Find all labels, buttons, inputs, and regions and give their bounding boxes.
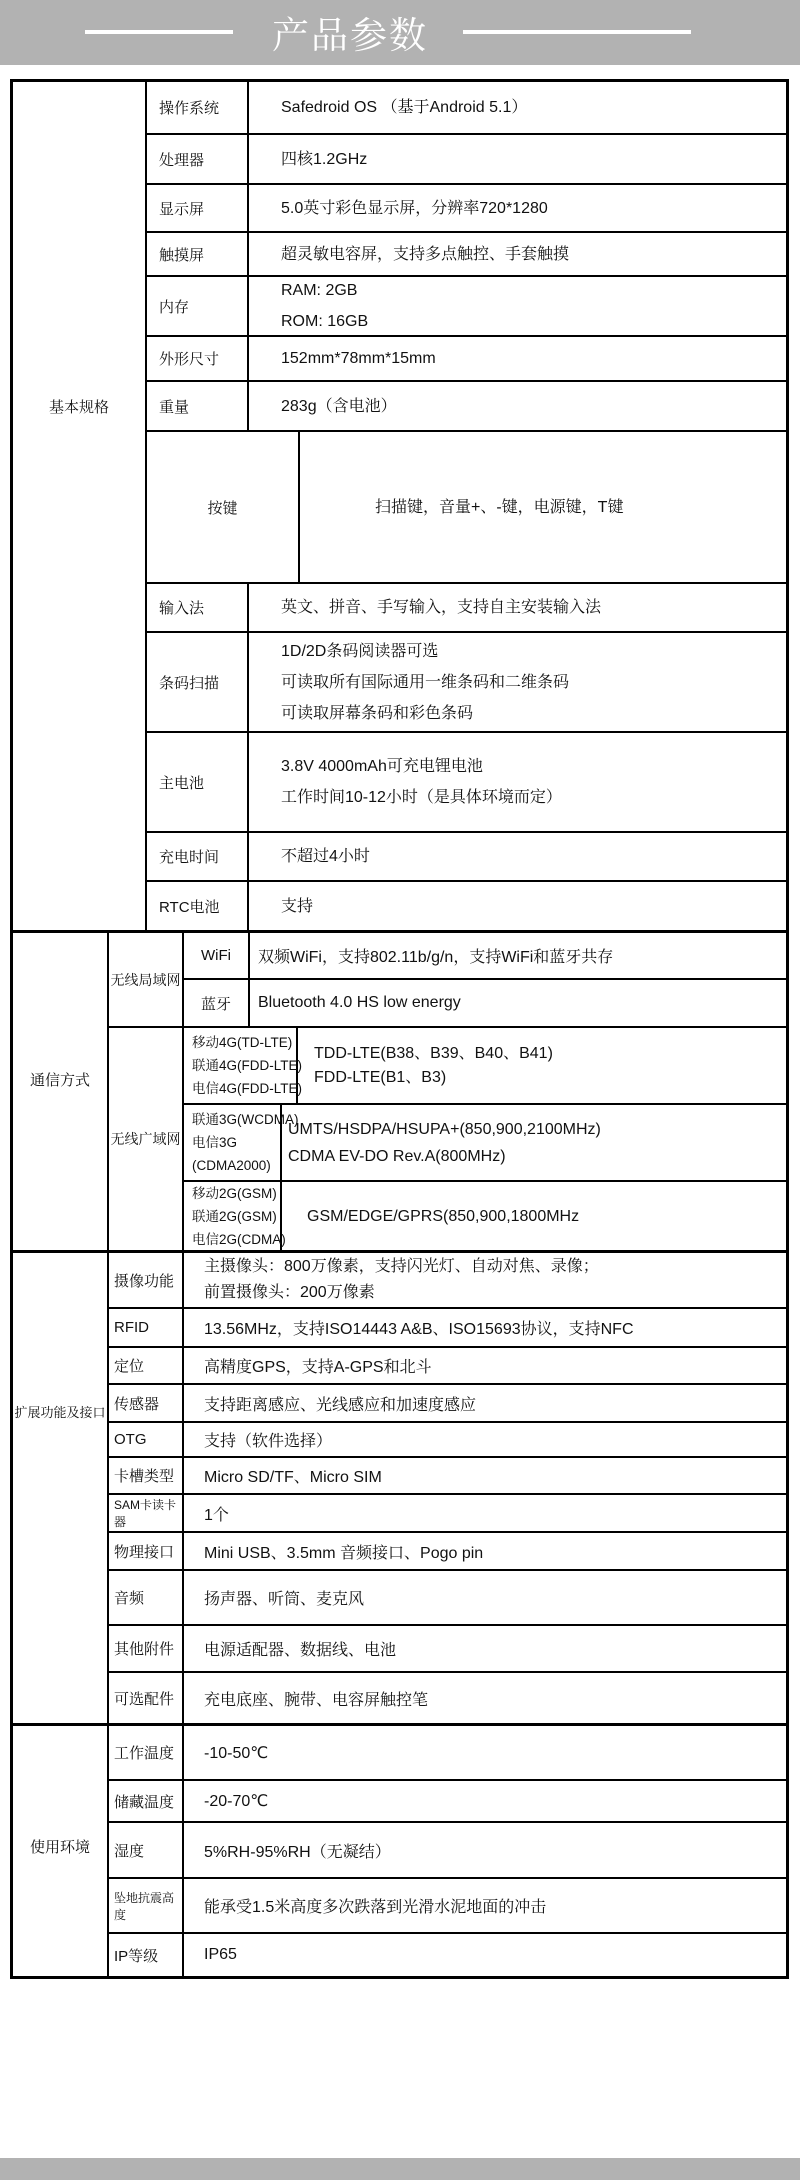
- spec-value: [250, 980, 786, 1026]
- spec-row: [147, 335, 786, 380]
- spec-label: 按键: [147, 432, 300, 582]
- spec-label: 主电池: [147, 733, 249, 831]
- value-line: 5%RH-95%RH（无凝结）: [204, 1843, 391, 1861]
- value-line: -10-50℃: [204, 1744, 269, 1762]
- spec-row: [184, 978, 786, 1026]
- spec-value: [184, 1879, 786, 1932]
- value-line: Mini USB、3.5mm 音频接口、Pogo pin: [204, 1544, 484, 1562]
- spec-value: [184, 1458, 786, 1493]
- value-line: 英文、拼音、手写输入，支持自主安装输入法: [281, 599, 602, 616]
- value-line: 能承受1.5米高度多次跌落到光滑水泥地面的冲击: [204, 1899, 547, 1916]
- spec-value: [282, 1182, 786, 1250]
- spec-value: [282, 1105, 786, 1180]
- spec-label: 工作温度: [109, 1726, 184, 1779]
- spec-label: 坠地抗震高度: [109, 1879, 184, 1932]
- spec-value: [249, 633, 786, 731]
- spec-label: 音频: [109, 1571, 184, 1624]
- spec-row: [109, 1421, 786, 1456]
- spec-label: 可选配件: [109, 1673, 184, 1723]
- section-label-text: 基本规格: [48, 398, 109, 416]
- value-line: 电信2G(CDMA): [192, 1231, 286, 1247]
- value-line: 电信4G(FDD-LTE): [192, 1081, 302, 1096]
- spec-row: [147, 880, 786, 930]
- spec-value: [249, 733, 786, 831]
- value-line: ROM: 16GB: [281, 313, 369, 330]
- spec-row: [147, 231, 786, 275]
- header-bar: [0, 0, 800, 65]
- spec-label: IP等级: [109, 1934, 184, 1976]
- spec-row: [147, 430, 786, 582]
- spec-label: 充电时间: [147, 833, 249, 880]
- spec-label: 定位: [109, 1348, 184, 1383]
- value-line: 支持: [281, 897, 314, 915]
- section-label-text: 使用环境: [29, 1838, 90, 1856]
- spec-value: [249, 382, 786, 430]
- spec-value: [184, 1823, 786, 1877]
- spec-table: [10, 79, 789, 1979]
- spec-row: [109, 1624, 786, 1671]
- spec-group: [109, 933, 786, 1026]
- value-line: 283g（含电池）: [281, 397, 397, 415]
- spec-row: [184, 1028, 786, 1103]
- value-line: -20-70℃: [204, 1793, 269, 1810]
- table-section: [13, 82, 786, 930]
- spec-row: [184, 933, 786, 978]
- spec-row: [147, 380, 786, 430]
- spec-label: 外形尺寸: [147, 337, 249, 380]
- value-line: 电源适配器、数据线、电池: [204, 1642, 397, 1659]
- spec-value: [184, 1571, 786, 1624]
- spec-row: [109, 1726, 786, 1779]
- spec-row: [147, 275, 786, 335]
- spec-label: RTC电池: [147, 882, 249, 930]
- spec-row: [109, 1932, 786, 1976]
- spec-label: 操作系统: [147, 82, 249, 133]
- value-line: 移动2G(GSM): [192, 1185, 277, 1201]
- spec-row: [109, 1821, 786, 1877]
- spec-row: [109, 1779, 786, 1821]
- spec-row: [109, 1493, 786, 1531]
- spec-value: [249, 135, 786, 183]
- value-line: 可读取屏幕条码和彩色条码: [281, 704, 474, 722]
- group-label: 无线局域网: [109, 933, 184, 1026]
- value-line: TDD-LTE(B38、B39、B40、B41): [314, 1044, 553, 1062]
- spec-value: [184, 1533, 786, 1569]
- value-line: FDD-LTE(B1、B3): [314, 1068, 447, 1086]
- section-label-text: 通信方式: [29, 1072, 90, 1089]
- value-line: 前置摄像头：200万像素: [204, 1284, 375, 1301]
- section-label: [13, 1726, 109, 1976]
- spec-label: 触摸屏: [147, 233, 249, 275]
- spec-label: 显示屏: [147, 185, 249, 231]
- value-line: IP65: [204, 1946, 237, 1963]
- spec-value: [249, 337, 786, 380]
- spec-label: 传感器: [109, 1385, 184, 1421]
- value-line: 1个: [204, 1506, 229, 1524]
- spec-value: [184, 1495, 786, 1531]
- page-title: 产品参数: [272, 14, 428, 56]
- spec-value: [184, 1253, 786, 1307]
- value-line: 双频WiFi，支持802.11b/g/n，支持WiFi和蓝牙共存: [258, 949, 614, 966]
- spec-label: 内存: [147, 277, 249, 335]
- value-line: 联通3G(WCDMA): [192, 1112, 299, 1127]
- spec-value: [249, 277, 786, 335]
- section-label: [13, 933, 109, 1250]
- spec-sublabel: [184, 1028, 302, 1103]
- spec-row: [109, 1383, 786, 1421]
- spec-value: [184, 1934, 786, 1976]
- spec-row: [147, 631, 786, 731]
- value-line: 电信3G: [192, 1135, 238, 1150]
- spec-value: [298, 1028, 786, 1103]
- value-line: UMTS/HSDPA/HSUPA+(850,900,2100MHz): [288, 1120, 601, 1138]
- spec-row: [109, 1456, 786, 1493]
- table-section: [13, 930, 786, 1250]
- spec-value: [249, 185, 786, 231]
- spec-value: [184, 1726, 786, 1779]
- spec-row: [147, 82, 786, 133]
- spec-value: [249, 233, 786, 275]
- section-label: [13, 1253, 109, 1723]
- value-line: 1D/2D条码阅读器可选: [281, 642, 439, 660]
- value-line: WiFi: [201, 947, 231, 964]
- spec-row: [109, 1531, 786, 1569]
- spec-sublabel: [184, 933, 250, 978]
- group-label: 无线广域网: [109, 1028, 184, 1250]
- spec-row: [109, 1307, 786, 1346]
- section-label: [13, 82, 147, 930]
- spec-label: 卡槽类型: [109, 1458, 184, 1493]
- spec-label: 物理接口: [109, 1533, 184, 1569]
- spec-label: 储藏温度: [109, 1781, 184, 1821]
- value-line: 联通2G(GSM): [192, 1208, 277, 1224]
- spec-value: [250, 933, 786, 978]
- spec-sublabel: [184, 980, 250, 1026]
- spec-row: [109, 1671, 786, 1723]
- spec-sublabel: [184, 1182, 286, 1250]
- section-label-text: 扩展功能及接口: [14, 1404, 106, 1420]
- table-section: [13, 1723, 786, 1976]
- spec-value: [249, 82, 786, 133]
- spec-value: [184, 1385, 786, 1421]
- value-line: 3.8V 4000mAh可充电锂电池: [281, 758, 483, 775]
- spec-label: OTG: [109, 1423, 184, 1456]
- spec-sublabel: [184, 1105, 299, 1180]
- value-line: 工作时间10-12小时（是具体环境而定）: [281, 789, 562, 806]
- value-line: 充电底座、腕带、电容屏触控笔: [204, 1691, 429, 1709]
- value-line: CDMA EV-DO Rev.A(800MHz): [288, 1147, 506, 1165]
- value-line: 13.56MHz，支持ISO14443 A&B、ISO15693协议，支持NFC: [204, 1321, 634, 1338]
- value-line: 152mm*78mm*15mm: [281, 350, 436, 367]
- header-line-left: [85, 30, 233, 34]
- spec-label: 输入法: [147, 584, 249, 631]
- spec-row: [109, 1569, 786, 1624]
- table-section: [13, 1250, 786, 1723]
- spec-row: [147, 582, 786, 631]
- spec-row: [184, 1180, 786, 1250]
- spec-value: [249, 833, 786, 880]
- spec-value: [184, 1309, 786, 1346]
- footer-bar: [0, 2158, 800, 2180]
- spec-label: 重量: [147, 382, 249, 430]
- spec-row: [147, 183, 786, 231]
- spec-row: [184, 1103, 786, 1180]
- spec-row: [147, 831, 786, 880]
- header-line-right: [463, 30, 691, 34]
- value-line: 可读取所有国际通用一维条码和二维条码: [281, 673, 570, 691]
- value-line: 5.0英寸彩色显示屏，分辨率720*1280: [281, 199, 548, 217]
- spec-value: [249, 882, 786, 930]
- spec-row: [109, 1346, 786, 1383]
- value-line: Bluetooth 4.0 HS low energy: [258, 994, 461, 1011]
- spec-label: SAM卡读卡器: [109, 1495, 184, 1531]
- spec-label: 摄像功能: [109, 1253, 184, 1307]
- value-line: Safedroid OS （基于Android 5.1）: [281, 99, 528, 116]
- spec-value: [184, 1348, 786, 1383]
- value-line: Micro SD/TF、Micro SIM: [204, 1469, 382, 1486]
- spec-label: 其他附件: [109, 1626, 184, 1671]
- spec-value: [184, 1626, 786, 1671]
- value-line: RAM: 2GB: [281, 282, 358, 299]
- value-line: 联通4G(FDD-LTE): [192, 1058, 302, 1073]
- spec-value: [184, 1781, 786, 1821]
- value-line: 高精度GPS，支持A-GPS和北斗: [204, 1359, 432, 1376]
- spec-label: RFID: [109, 1309, 184, 1346]
- value-line: 不超过4小时: [281, 848, 370, 865]
- value-line: 支持（软件选择）: [204, 1433, 333, 1450]
- value-line: 支持距离感应、光线感应和加速度感应: [204, 1396, 477, 1414]
- spec-row: [109, 1253, 786, 1307]
- spec-value: [300, 432, 786, 582]
- value-line: GSM/EDGE/GPRS(850,900,1800MHz: [307, 1207, 580, 1225]
- value-line: 扫描键，音量+、-键，电源键，T键: [375, 498, 624, 516]
- value-line: 移动4G(TD-LTE): [192, 1035, 293, 1050]
- spec-row: [147, 731, 786, 831]
- spec-label: 湿度: [109, 1823, 184, 1877]
- spec-group: [109, 1026, 786, 1250]
- value-line: 四核1.2GHz: [281, 150, 368, 168]
- value-line: 主摄像头：800万像素，支持闪光灯、自动对焦、录像；: [204, 1258, 599, 1275]
- value-line: 扬声器、听筒、麦克风: [204, 1591, 365, 1608]
- value-line: (CDMA2000): [192, 1158, 271, 1173]
- spec-value: [184, 1423, 786, 1456]
- value-line: 超灵敏电容屏，支持多点触控、手套触摸: [281, 245, 570, 263]
- spec-value: [249, 584, 786, 631]
- value-line: 蓝牙: [200, 995, 231, 1013]
- spec-row: [147, 133, 786, 183]
- spec-row: [109, 1877, 786, 1932]
- spec-label: 处理器: [147, 135, 249, 183]
- spec-value: [184, 1673, 786, 1723]
- spec-label: 条码扫描: [147, 633, 249, 731]
